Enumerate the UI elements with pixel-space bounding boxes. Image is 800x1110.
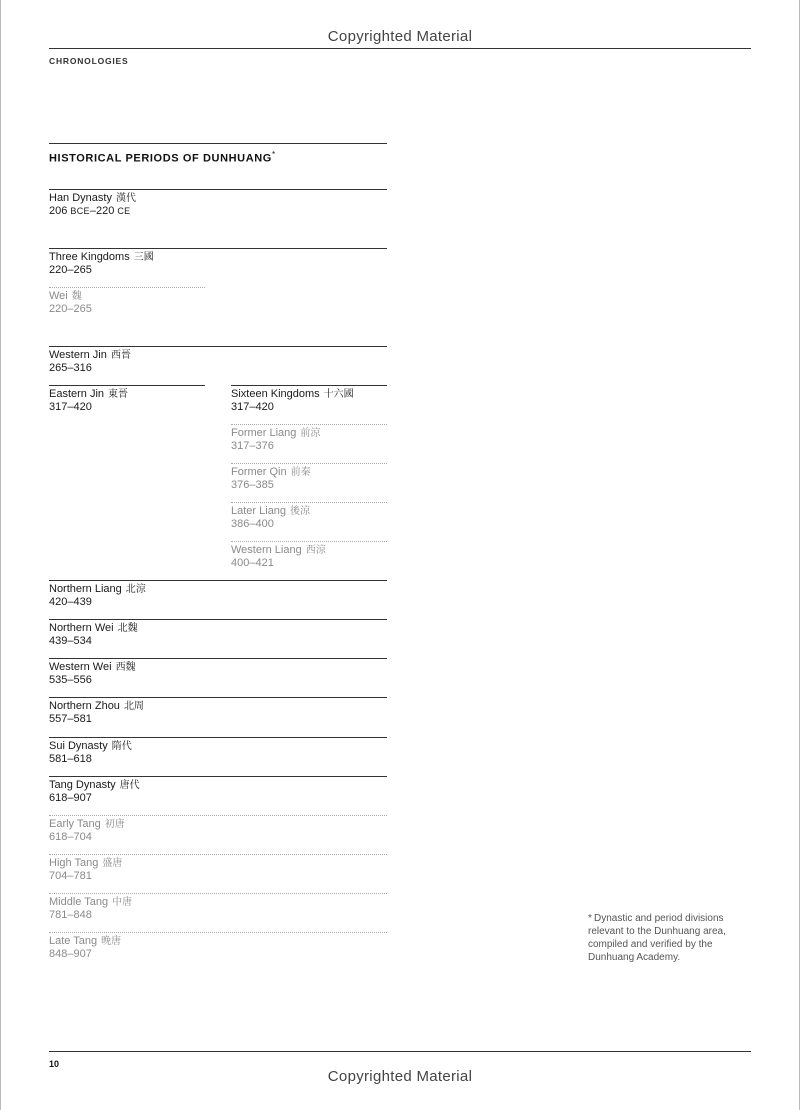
period-chinese: 魏 <box>71 291 82 302</box>
period-chinese: 西魏 <box>115 662 136 673</box>
watermark-bottom: Copyrighted Material <box>327 1068 473 1085</box>
section-rule <box>49 248 387 249</box>
footnote <box>588 912 758 964</box>
footnote-asterisk: * <box>588 913 592 924</box>
period-western-jin <box>49 349 131 375</box>
period-dates: 704–781 <box>49 870 92 882</box>
period-chinese: 前涼 <box>300 428 321 439</box>
subperiod-divider <box>49 287 205 288</box>
period-name: Late Tang <box>49 935 98 947</box>
period-name: Northern Zhou <box>49 700 120 712</box>
period-chinese: 初唐 <box>104 819 125 830</box>
section-rule <box>49 697 387 698</box>
period-dates: 386–400 <box>231 518 274 530</box>
period-dates: 317–420 <box>231 401 274 413</box>
period-chinese: 晚唐 <box>101 936 122 947</box>
subperiod-divider <box>49 854 387 855</box>
period-dates: 618–704 <box>49 831 92 843</box>
period-northern-zhou <box>49 700 144 726</box>
period-dates: 220–265 <box>49 303 92 315</box>
section-rule <box>49 346 387 347</box>
period-dates: 557–581 <box>49 713 92 725</box>
section-rule <box>49 189 387 190</box>
subperiod-divider <box>231 502 387 503</box>
period-sui <box>49 740 132 766</box>
period-chinese: 西涼 <box>305 545 326 556</box>
period-three-kingdoms <box>49 251 154 277</box>
period-name: Eastern Jin <box>49 388 105 400</box>
period-dates: 400–421 <box>231 557 274 569</box>
subperiod-high-tang <box>49 857 122 883</box>
period-dates: 220–265 <box>49 264 92 276</box>
footnote-mark: * <box>271 150 276 159</box>
period-chinese: 十六國 <box>323 389 354 400</box>
subperiod-divider <box>49 815 387 816</box>
period-sixteen-kingdoms <box>231 388 354 414</box>
period-name: Wei <box>49 290 68 302</box>
period-name: Tang Dynasty <box>49 779 116 791</box>
period-tang <box>49 779 140 805</box>
period-dates: 618–907 <box>49 792 92 804</box>
period-chinese: 盛唐 <box>102 858 123 869</box>
section-rule <box>49 619 387 620</box>
subperiod-later-liang <box>231 505 310 531</box>
period-name: Western Liang <box>231 544 302 556</box>
section-rule <box>231 385 387 386</box>
subperiod-late-tang <box>49 935 121 961</box>
subperiod-western-liang <box>231 544 326 570</box>
era-label: CE <box>117 206 131 216</box>
period-name: Three Kingdoms <box>49 251 130 263</box>
period-chinese: 前秦 <box>290 467 311 478</box>
period-name: Former Qin <box>231 466 287 478</box>
section-rule <box>49 580 387 581</box>
period-chinese: 三國 <box>133 252 154 263</box>
period-northern-wei <box>49 622 138 648</box>
period-chinese: 北魏 <box>117 623 138 634</box>
running-head: CHRONOLOGIES <box>49 56 129 66</box>
period-northern-liang <box>49 583 146 609</box>
subperiod-early-tang <box>49 818 125 844</box>
subperiod-wei <box>49 290 92 316</box>
period-chinese: 北涼 <box>125 584 146 595</box>
period-dates: 265–316 <box>49 362 92 374</box>
period-dates: 317–376 <box>231 440 274 452</box>
section-rule <box>49 737 387 738</box>
period-chinese: 中唐 <box>112 897 133 908</box>
period-chinese: 漢代 <box>115 193 136 204</box>
footer-rule <box>49 1051 751 1052</box>
period-dates: 781–848 <box>49 909 92 921</box>
subperiod-divider <box>49 893 387 894</box>
period-dates: 420–439 <box>49 596 92 608</box>
era-label: BCE <box>70 206 90 216</box>
page-title <box>49 150 276 165</box>
period-dates: 376–385 <box>231 479 274 491</box>
period-name: Western Wei <box>49 661 112 673</box>
subperiod-former-qin <box>231 466 311 492</box>
subperiod-middle-tang <box>49 896 132 922</box>
period-name: Former Liang <box>231 427 297 439</box>
period-chinese: 北周 <box>123 701 144 712</box>
period-dates: 439–534 <box>49 635 92 647</box>
period-dates: 535–556 <box>49 674 92 686</box>
section-rule <box>49 658 387 659</box>
subperiod-divider <box>231 424 387 425</box>
subperiod-divider <box>49 932 387 933</box>
period-name: High Tang <box>49 857 99 869</box>
page-title-text: HISTORICAL PERIODS OF DUNHUANG <box>49 152 272 165</box>
period-chinese: 隋代 <box>111 741 132 752</box>
period-name: Han Dynasty <box>49 192 112 204</box>
period-name: Western Jin <box>49 349 107 361</box>
period-name: Northern Liang <box>49 583 122 595</box>
subperiod-divider <box>231 463 387 464</box>
period-chinese: 唐代 <box>119 780 140 791</box>
subperiod-former-liang <box>231 427 320 453</box>
section-rule <box>49 776 387 777</box>
period-name: Early Tang <box>49 818 101 830</box>
period-name: Sixteen Kingdoms <box>231 388 320 400</box>
period-dates: 848–907 <box>49 948 92 960</box>
period-name: Middle Tang <box>49 896 109 908</box>
footnote-text: Dynastic and period divisions relevant to the Dunhuang area, compiled and verified by the Dunhuang Academy. <box>588 913 726 963</box>
period-chinese: 後涼 <box>290 506 311 517</box>
period-chinese: 東晉 <box>108 389 129 400</box>
title-rule <box>49 143 387 144</box>
subperiod-divider <box>231 541 387 542</box>
period-dates: 206 BCE–220 CE <box>49 205 131 217</box>
period-eastern-jin <box>49 388 128 414</box>
period-han <box>49 192 136 218</box>
period-chinese: 西晉 <box>110 350 131 361</box>
period-name: Northern Wei <box>49 622 114 634</box>
period-name: Later Liang <box>231 505 287 517</box>
section-rule <box>49 385 205 386</box>
page-number: 10 <box>49 1059 60 1069</box>
page-edge-left <box>0 0 1 1110</box>
period-name: Sui Dynasty <box>49 740 108 752</box>
period-dates: 317–420 <box>49 401 92 413</box>
watermark-top: Copyrighted Material <box>327 28 473 45</box>
period-western-wei <box>49 661 136 687</box>
period-dates: 581–618 <box>49 753 92 765</box>
header-rule <box>49 48 751 49</box>
